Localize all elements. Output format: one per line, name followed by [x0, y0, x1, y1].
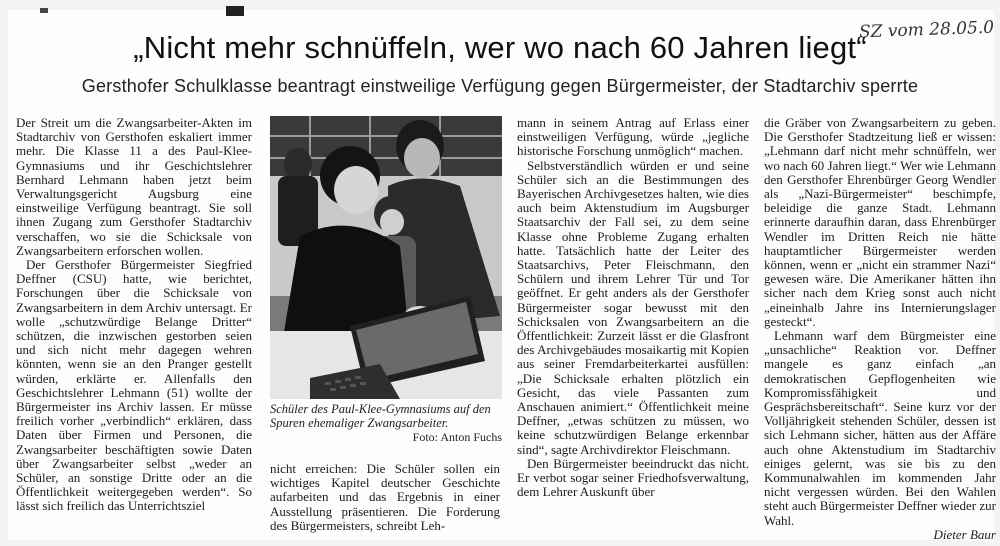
photo-caption — [270, 402, 502, 444]
paragraph: Lehmann warf dem Bürgmeister eine „unsachliche“ Reaktion vor. Deffner mangele es ganz einfach „an demokratischen Gepflogenheiten wie Kompromissfähigkeit und Gesprächsbereitschaft“. Seine kurz vor der Volljährigkeit stehenden Schüler, dessen ist sich Lehmann sicher, hätten aus der Affäre auch ohne Aktenstudium im Stadtarchiv einiges gelernt, was sie bis zu den Kommunalwahlen im kommenden Jahr nicht vergessen würden. Bei den Wahlen steht auch Bürgermeister Deffner wieder zur Wahl. — [764, 328, 996, 528]
article-column-4 — [764, 116, 996, 542]
scan-artifact — [40, 8, 48, 13]
paragraph: Der Gersthofer Bürgermeister Siegfried Deffner (CSU) hatte, wie berichtet, Forschungen über die Schicksale von Zwangsarbeitern in dem Archiv untersagt. Er wolle „schutzwürdige Belange Dritter“ schützen, die inzwischen gestorben seien und sich nicht mehr dagegen wehren könnten, wenn sie an den Pranger gestellt würden, erklärte er. Allenfalls den Geschichtslehrer Lehmann (51) wollte der Bürgermeister ins Archiv lassen. Er müsse freilich vorher „verbindlich“ erklären, dass Daten über Firmen und Personen, die Zwangsarbeiter beschäftigten sowie Daten über Zwangsarbeiter selbst „weder an Schüler, an sonstige Dritte oder an die Öffentlichkeit weitergegeben werden“. So lässt sich freilich das Unterrichtsziel — [16, 257, 252, 514]
paragraph: mann in seinem Antrag auf Erlass einer einstweiligen Verfügung, würde „jegliche historische Forschung unmöglich“ machen. — [517, 115, 749, 159]
article-author: Dieter Baur — [933, 526, 996, 542]
paragraph: Selbstverständlich würden er und seine Schüler sich an die Bestimmungen des Bayerischen Archivgesetzes halten, wie dies auch beim Aktenstudium im Augsburger Staatsarchiv der Fall sei, zu dem seine Klasse ohne Probleme Zugang erhalten hatte. Tatsächlich hatte der Leiter des Staatsarchivs, Peter Fleischmann, den Schülern und ihrem Lehrer Tür und Tor geöffnet. Er geht anders als der Gersthofer Bürgermeister sogar bewusst mit den Schicksalen von Zwangsarbeitern an die Öffentlichkeit: Zurzeit lässt er die Glasfront des Archivgebäudes mosaikartig mit Kopien aus seiner Fremdarbeiterkartei ausfüllen: „Die Schicksale erhalten plötzlich ein Gesicht, das viele Passanten zum Anschauen animiert.“ Öffentlichkeit meine Deffner, „etwas schützen zu müssen, wo keine schutzwürdigen Belange erkennbar sind“, sagte Archivdirektor Fleischmann. — [517, 157, 749, 457]
paragraph: die Gräber von Zwangsarbeitern zu geben. Die Gersthofer Stadtzeitung ließ er wissen: „Lehmann darf nicht mehr schnüffeln, wer wo nach 60 Jahren liegt.“ Wer wie Lehmann den Gersthofer Ehrenbürger Georg Wendler als „Nazi-Bürgermeister“ beschimpfe, beleidige die ganze Stadt. Lehmann erinnerte daraufhin daran, dass Ehrenbürger Wendler im Dritten Reich nie hätte hauptamtlicher Bürgermeister werden können, wenn er „nicht ein strammer Nazi“ gewesen wäre. Die Amerikaner hätten ihn sicher nach dem Krieg sonst auch nicht „eineinhalb Jahre ins Internierungslager gesteckt“. — [764, 115, 996, 329]
article-subheadline: Gersthofer Schulklasse beantragt einstweilige Verfügung gegen Bürgermeister, der Stadtarchiv sperrte — [81, 76, 919, 96]
handwritten-source-note: SZ vom 28.05.0 — [858, 17, 995, 43]
students-at-laptop-image — [270, 116, 502, 399]
photo-credit: Foto: Anton Fuchs — [412, 430, 502, 444]
paragraph: Der Streit um die Zwangsarbeiter-Akten im Stadtarchiv von Gersthofen eskaliert immer mehr. Die Klasse 11 a des Paul-Klee-Gymnasiums und ihr Geschichtslehrer Bernhard Lehmann haben jetzt beim Verwaltungsgericht Augsburg eine einstweilige Verfügung beantragt. Sie soll ihnen Zugang zum Gersthofer Stadtarchiv verschaffen, wo sie die Schicksale von Zwangsarbeitern erforschen wollen. — [16, 115, 252, 258]
paragraph: Den Bürgermeister beeindruckt das nicht. Er verbot sogar seiner Friedhofsverwaltung, dem Lehrer Auskunft über — [517, 455, 749, 500]
article-photo — [270, 116, 502, 399]
article-column-3 — [517, 116, 749, 499]
scan-artifact — [226, 6, 244, 16]
paragraph: nicht erreichen: Die Schüler sollen ein wichtiges Kapitel deutscher Geschichte aufarbeiten und das Ergebnis in einer Ausstellung präsentieren. Die Forderung des Bürgermeisters, schreibt Leh- — [270, 461, 500, 533]
article-column-2 — [270, 462, 500, 533]
photo-caption-text: Schüler des Paul-Klee-Gymnasiums auf den Spuren ehemaliger Zwangsarbeiter. — [270, 402, 491, 430]
article-column-1 — [16, 116, 252, 514]
article-headline: „Nicht mehr schnüffeln, wer wo nach 60 Jahren liegt“ — [133, 30, 867, 65]
